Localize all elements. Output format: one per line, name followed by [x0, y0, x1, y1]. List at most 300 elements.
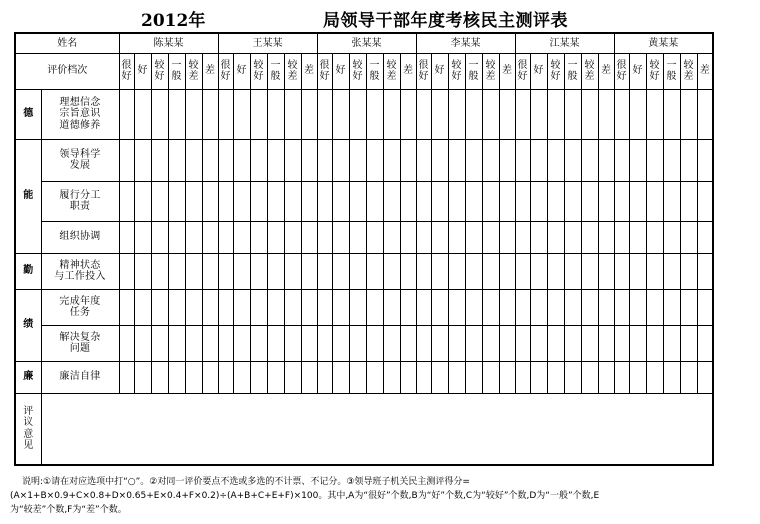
- rating-cell[interactable]: [284, 181, 301, 221]
- rating-cell[interactable]: [448, 89, 465, 139]
- rating-cell[interactable]: [547, 89, 564, 139]
- rating-cell[interactable]: [151, 361, 168, 393]
- review-comments-field[interactable]: [41, 393, 713, 465]
- rating-cell[interactable]: [185, 181, 202, 221]
- rating-cell[interactable]: [119, 181, 134, 221]
- rating-cell[interactable]: [119, 253, 134, 289]
- rating-cell[interactable]: [400, 89, 416, 139]
- rating-cell[interactable]: [284, 289, 301, 325]
- rating-cell[interactable]: [218, 361, 233, 393]
- rating-cell[interactable]: [547, 181, 564, 221]
- rating-cell[interactable]: [366, 181, 383, 221]
- rating-cell[interactable]: [119, 221, 134, 253]
- rating-cell[interactable]: [663, 289, 680, 325]
- rating-cell[interactable]: [233, 181, 250, 221]
- rating-cell[interactable]: [448, 253, 465, 289]
- rating-cell[interactable]: [317, 325, 332, 361]
- grade-header: 评价档次: [15, 53, 119, 89]
- rating-cell[interactable]: [202, 253, 218, 289]
- rating-cell[interactable]: [202, 361, 218, 393]
- rating-cell[interactable]: [218, 289, 233, 325]
- rating-cell[interactable]: [250, 181, 267, 221]
- rating-cell[interactable]: [663, 89, 680, 139]
- rating-cell[interactable]: [202, 181, 218, 221]
- rating-cell[interactable]: [301, 325, 317, 361]
- rating-cell[interactable]: [697, 89, 713, 139]
- rating-cell[interactable]: [547, 325, 564, 361]
- rating-cell[interactable]: [564, 325, 581, 361]
- rating-cell[interactable]: [663, 253, 680, 289]
- rating-cell[interactable]: [284, 253, 301, 289]
- rating-cell[interactable]: [465, 289, 482, 325]
- rating-cell[interactable]: [416, 89, 431, 139]
- rating-cell[interactable]: [218, 325, 233, 361]
- rating-cell[interactable]: [119, 325, 134, 361]
- rating-cell[interactable]: [448, 181, 465, 221]
- rating-cell[interactable]: [366, 221, 383, 253]
- rating-cell[interactable]: [530, 253, 547, 289]
- rating-cell[interactable]: [646, 139, 663, 181]
- rating-cell[interactable]: [400, 253, 416, 289]
- rating-cell[interactable]: [366, 361, 383, 393]
- rating-cell[interactable]: [598, 89, 614, 139]
- rating-cell[interactable]: [119, 361, 134, 393]
- rating-cell[interactable]: [465, 221, 482, 253]
- rating-cell[interactable]: [499, 325, 515, 361]
- rating-cell[interactable]: [151, 181, 168, 221]
- rating-cell[interactable]: [564, 139, 581, 181]
- rating-cell[interactable]: [680, 89, 697, 139]
- rating-cell[interactable]: [168, 221, 185, 253]
- rating-cell[interactable]: [581, 89, 598, 139]
- rating-cell[interactable]: [416, 139, 431, 181]
- rating-cell[interactable]: [431, 361, 448, 393]
- rating-cell[interactable]: [332, 139, 349, 181]
- rating-cell[interactable]: [581, 253, 598, 289]
- rating-cell[interactable]: [250, 289, 267, 325]
- rating-cell[interactable]: [383, 325, 400, 361]
- criteria-item-line: 履行分工: [59, 189, 101, 201]
- grade-label: 很 好: [218, 53, 233, 89]
- rating-cell[interactable]: [482, 181, 499, 221]
- rating-cell[interactable]: [301, 89, 317, 139]
- rating-cell[interactable]: [119, 289, 134, 325]
- rating-cell[interactable]: [598, 289, 614, 325]
- rating-cell[interactable]: [250, 361, 267, 393]
- rating-cell[interactable]: [218, 221, 233, 253]
- rating-cell[interactable]: [151, 325, 168, 361]
- rating-cell[interactable]: [301, 289, 317, 325]
- rating-cell[interactable]: [185, 221, 202, 253]
- rating-cell[interactable]: [547, 289, 564, 325]
- criteria-item: [41, 361, 119, 393]
- rating-cell[interactable]: [663, 181, 680, 221]
- rating-cell[interactable]: [598, 221, 614, 253]
- rating-cell[interactable]: [134, 361, 151, 393]
- rating-cell[interactable]: [530, 89, 547, 139]
- rating-cell[interactable]: [301, 221, 317, 253]
- rating-cell[interactable]: [218, 89, 233, 139]
- rating-cell[interactable]: [680, 361, 697, 393]
- rating-cell[interactable]: [284, 325, 301, 361]
- rating-cell[interactable]: [301, 181, 317, 221]
- rating-cell[interactable]: [134, 253, 151, 289]
- rating-cell[interactable]: [383, 221, 400, 253]
- rating-cell[interactable]: [448, 361, 465, 393]
- rating-cell[interactable]: [134, 89, 151, 139]
- rating-cell[interactable]: [431, 289, 448, 325]
- rating-cell[interactable]: [547, 221, 564, 253]
- rating-cell[interactable]: [515, 289, 530, 325]
- rating-cell[interactable]: [482, 253, 499, 289]
- rating-cell[interactable]: [530, 289, 547, 325]
- rating-cell[interactable]: [697, 325, 713, 361]
- rating-cell[interactable]: [400, 139, 416, 181]
- rating-cell[interactable]: [317, 253, 332, 289]
- rating-cell[interactable]: [482, 221, 499, 253]
- rating-cell[interactable]: [284, 89, 301, 139]
- rating-cell[interactable]: [168, 181, 185, 221]
- rating-cell[interactable]: [383, 139, 400, 181]
- rating-cell[interactable]: [465, 181, 482, 221]
- rating-cell[interactable]: [431, 221, 448, 253]
- rating-cell[interactable]: [581, 181, 598, 221]
- rating-cell[interactable]: [680, 289, 697, 325]
- rating-cell[interactable]: [301, 253, 317, 289]
- rating-cell[interactable]: [416, 181, 431, 221]
- rating-cell[interactable]: [663, 221, 680, 253]
- rating-cell[interactable]: [400, 181, 416, 221]
- rating-cell[interactable]: [332, 181, 349, 221]
- rating-cell[interactable]: [267, 89, 284, 139]
- rating-cell[interactable]: [383, 89, 400, 139]
- rating-cell[interactable]: [202, 139, 218, 181]
- rating-cell[interactable]: [185, 361, 202, 393]
- criteria-item-line: 与工作投入: [54, 271, 106, 282]
- rating-cell[interactable]: [366, 289, 383, 325]
- rating-cell[interactable]: [448, 289, 465, 325]
- rating-cell[interactable]: [499, 253, 515, 289]
- rating-cell[interactable]: [646, 181, 663, 221]
- rating-cell[interactable]: [233, 89, 250, 139]
- rating-cell[interactable]: [168, 89, 185, 139]
- rating-cell[interactable]: [629, 181, 646, 221]
- rating-cell[interactable]: [317, 181, 332, 221]
- rating-cell[interactable]: [332, 289, 349, 325]
- rating-cell[interactable]: [499, 181, 515, 221]
- rating-cell[interactable]: [564, 253, 581, 289]
- rating-cell[interactable]: [564, 361, 581, 393]
- rating-cell[interactable]: [366, 139, 383, 181]
- rating-cell[interactable]: [250, 253, 267, 289]
- grade-label: 差: [400, 53, 416, 89]
- rating-cell[interactable]: [530, 139, 547, 181]
- rating-cell[interactable]: [680, 139, 697, 181]
- rating-cell[interactable]: [134, 289, 151, 325]
- rating-cell[interactable]: [697, 181, 713, 221]
- rating-cell[interactable]: [383, 289, 400, 325]
- rating-cell[interactable]: [598, 325, 614, 361]
- rating-cell[interactable]: [332, 361, 349, 393]
- rating-cell[interactable]: [134, 181, 151, 221]
- rating-cell[interactable]: [614, 139, 629, 181]
- rating-cell[interactable]: [383, 181, 400, 221]
- rating-cell[interactable]: [515, 181, 530, 221]
- rating-cell[interactable]: [697, 253, 713, 289]
- rating-cell[interactable]: [332, 253, 349, 289]
- rating-cell[interactable]: [317, 221, 332, 253]
- rating-cell[interactable]: [465, 361, 482, 393]
- rating-cell[interactable]: [233, 139, 250, 181]
- rating-cell[interactable]: [383, 253, 400, 289]
- rating-cell[interactable]: [598, 139, 614, 181]
- rating-cell[interactable]: [168, 361, 185, 393]
- criteria-item-line: 道德修养: [59, 119, 101, 131]
- rating-cell[interactable]: [629, 361, 646, 393]
- rating-cell[interactable]: [697, 139, 713, 181]
- rating-cell[interactable]: [515, 89, 530, 139]
- rating-cell[interactable]: [680, 325, 697, 361]
- rating-cell[interactable]: [267, 181, 284, 221]
- rating-cell[interactable]: [646, 89, 663, 139]
- rating-cell[interactable]: [598, 181, 614, 221]
- rating-cell[interactable]: [267, 139, 284, 181]
- rating-cell[interactable]: [431, 89, 448, 139]
- rating-cell[interactable]: [416, 253, 431, 289]
- rating-cell[interactable]: [119, 139, 134, 181]
- rating-cell[interactable]: [218, 181, 233, 221]
- rating-cell[interactable]: [598, 361, 614, 393]
- criteria-item-line: 廉洁自律: [59, 371, 101, 383]
- rating-cell[interactable]: [465, 253, 482, 289]
- rating-cell[interactable]: [646, 221, 663, 253]
- rating-cell[interactable]: [564, 289, 581, 325]
- rating-cell[interactable]: [629, 139, 646, 181]
- rating-cell[interactable]: [431, 181, 448, 221]
- rating-cell[interactable]: [629, 89, 646, 139]
- rating-cell[interactable]: [547, 253, 564, 289]
- rating-cell[interactable]: [482, 361, 499, 393]
- rating-cell[interactable]: [332, 325, 349, 361]
- rating-cell[interactable]: [680, 221, 697, 253]
- rating-cell[interactable]: [301, 361, 317, 393]
- rating-cell[interactable]: [646, 325, 663, 361]
- rating-cell[interactable]: [349, 325, 366, 361]
- rating-cell[interactable]: [629, 289, 646, 325]
- rating-cell[interactable]: [317, 89, 332, 139]
- rating-cell[interactable]: [151, 221, 168, 253]
- rating-cell[interactable]: [629, 325, 646, 361]
- rating-cell[interactable]: [564, 89, 581, 139]
- rating-cell[interactable]: [564, 181, 581, 221]
- rating-cell[interactable]: [185, 139, 202, 181]
- rating-cell[interactable]: [646, 253, 663, 289]
- rating-cell[interactable]: [317, 361, 332, 393]
- rating-cell[interactable]: [267, 325, 284, 361]
- rating-cell[interactable]: [416, 361, 431, 393]
- rating-cell[interactable]: [168, 325, 185, 361]
- rating-cell[interactable]: [530, 361, 547, 393]
- rating-cell[interactable]: [614, 221, 629, 253]
- rating-cell[interactable]: [267, 221, 284, 253]
- rating-cell[interactable]: [530, 181, 547, 221]
- rating-cell[interactable]: [185, 253, 202, 289]
- rating-cell[interactable]: [564, 221, 581, 253]
- rating-cell[interactable]: [547, 361, 564, 393]
- rating-cell[interactable]: [284, 221, 301, 253]
- rating-cell[interactable]: [233, 361, 250, 393]
- rating-cell[interactable]: [530, 221, 547, 253]
- rating-cell[interactable]: [284, 139, 301, 181]
- rating-cell[interactable]: [349, 89, 366, 139]
- rating-cell[interactable]: [515, 325, 530, 361]
- rating-cell[interactable]: [416, 221, 431, 253]
- rating-cell[interactable]: [547, 139, 564, 181]
- person-name: 江某某: [515, 33, 614, 53]
- rating-cell[interactable]: [448, 325, 465, 361]
- rating-cell[interactable]: [629, 221, 646, 253]
- rating-cell[interactable]: [629, 253, 646, 289]
- rating-cell[interactable]: [499, 361, 515, 393]
- rating-cell[interactable]: [482, 289, 499, 325]
- rating-cell[interactable]: [383, 361, 400, 393]
- rating-cell[interactable]: [202, 89, 218, 139]
- rating-cell[interactable]: [119, 89, 134, 139]
- rating-cell[interactable]: [499, 139, 515, 181]
- rating-cell[interactable]: [448, 221, 465, 253]
- rating-cell[interactable]: [202, 289, 218, 325]
- rating-cell[interactable]: [349, 181, 366, 221]
- rating-cell[interactable]: [515, 253, 530, 289]
- rating-cell[interactable]: [614, 253, 629, 289]
- rating-cell[interactable]: [400, 289, 416, 325]
- rating-cell[interactable]: [448, 139, 465, 181]
- rating-cell[interactable]: [400, 325, 416, 361]
- rating-cell[interactable]: [151, 139, 168, 181]
- rating-cell[interactable]: [185, 325, 202, 361]
- rating-cell[interactable]: [267, 253, 284, 289]
- rating-cell[interactable]: [168, 253, 185, 289]
- rating-cell[interactable]: [581, 325, 598, 361]
- rating-cell[interactable]: [218, 253, 233, 289]
- rating-cell[interactable]: [482, 89, 499, 139]
- rating-cell[interactable]: [431, 253, 448, 289]
- rating-cell[interactable]: [499, 221, 515, 253]
- rating-cell[interactable]: [250, 325, 267, 361]
- rating-cell[interactable]: [366, 253, 383, 289]
- rating-cell[interactable]: [663, 361, 680, 393]
- rating-cell[interactable]: [317, 289, 332, 325]
- rating-cell[interactable]: [366, 325, 383, 361]
- rating-cell[interactable]: [332, 89, 349, 139]
- rating-cell[interactable]: [250, 221, 267, 253]
- rating-cell[interactable]: [581, 139, 598, 181]
- rating-cell[interactable]: [185, 289, 202, 325]
- rating-cell[interactable]: [499, 289, 515, 325]
- rating-cell[interactable]: [646, 361, 663, 393]
- rating-cell[interactable]: [366, 89, 383, 139]
- rating-cell[interactable]: [697, 221, 713, 253]
- rating-cell[interactable]: [465, 325, 482, 361]
- rating-cell[interactable]: [218, 139, 233, 181]
- rating-cell[interactable]: [134, 139, 151, 181]
- rating-cell[interactable]: [349, 253, 366, 289]
- rating-cell[interactable]: [482, 139, 499, 181]
- notes-line-2: (A×1+B×0.9+C×0.8+D×0.65+E×0.4+F×0.2)÷(A+B+C+E+F)×100。其中,A为“很好”个数,B为“好”个数,C为“较好”个数,D为“一般”个数,E: [10, 491, 600, 501]
- rating-cell[interactable]: [465, 139, 482, 181]
- rating-cell[interactable]: [250, 139, 267, 181]
- rating-cell[interactable]: [202, 221, 218, 253]
- rating-cell[interactable]: [168, 289, 185, 325]
- rating-cell[interactable]: [233, 253, 250, 289]
- rating-cell[interactable]: [581, 289, 598, 325]
- rating-cell[interactable]: [400, 361, 416, 393]
- rating-cell[interactable]: [697, 289, 713, 325]
- rating-cell[interactable]: [515, 221, 530, 253]
- rating-cell[interactable]: [233, 289, 250, 325]
- rating-cell[interactable]: [349, 221, 366, 253]
- rating-cell[interactable]: [349, 361, 366, 393]
- rating-cell[interactable]: [530, 325, 547, 361]
- rating-cell[interactable]: [233, 221, 250, 253]
- rating-cell[interactable]: [598, 253, 614, 289]
- rating-cell[interactable]: [168, 139, 185, 181]
- rating-cell[interactable]: [482, 325, 499, 361]
- rating-cell[interactable]: [663, 139, 680, 181]
- rating-cell[interactable]: [646, 289, 663, 325]
- rating-cell[interactable]: [151, 89, 168, 139]
- rating-cell[interactable]: [284, 361, 301, 393]
- rating-cell[interactable]: [680, 253, 697, 289]
- rating-cell[interactable]: [134, 221, 151, 253]
- rating-cell[interactable]: [250, 89, 267, 139]
- rating-cell[interactable]: [400, 221, 416, 253]
- rating-cell[interactable]: [614, 361, 629, 393]
- rating-cell[interactable]: [349, 139, 366, 181]
- rating-cell[interactable]: [317, 139, 332, 181]
- rating-cell[interactable]: [465, 89, 482, 139]
- rating-cell[interactable]: [614, 89, 629, 139]
- rating-cell[interactable]: [515, 361, 530, 393]
- rating-cell[interactable]: [349, 289, 366, 325]
- rating-cell[interactable]: [614, 289, 629, 325]
- rating-cell[interactable]: [267, 361, 284, 393]
- rating-cell[interactable]: [416, 325, 431, 361]
- rating-cell[interactable]: [581, 361, 598, 393]
- rating-cell[interactable]: [151, 253, 168, 289]
- rating-cell[interactable]: [614, 181, 629, 221]
- rating-cell[interactable]: [202, 325, 218, 361]
- criteria-category: 勤: [15, 253, 41, 289]
- rating-cell[interactable]: [185, 89, 202, 139]
- rating-cell[interactable]: [267, 289, 284, 325]
- rating-cell[interactable]: [581, 221, 598, 253]
- rating-cell[interactable]: [663, 325, 680, 361]
- rating-cell[interactable]: [332, 221, 349, 253]
- rating-cell[interactable]: [431, 325, 448, 361]
- rating-cell[interactable]: [614, 325, 629, 361]
- rating-cell[interactable]: [233, 325, 250, 361]
- rating-cell[interactable]: [515, 139, 530, 181]
- rating-cell[interactable]: [680, 181, 697, 221]
- rating-cell[interactable]: [151, 289, 168, 325]
- rating-cell[interactable]: [416, 289, 431, 325]
- rating-cell[interactable]: [499, 89, 515, 139]
- rating-cell[interactable]: [697, 361, 713, 393]
- rating-cell[interactable]: [431, 139, 448, 181]
- rating-cell[interactable]: [134, 325, 151, 361]
- rating-cell[interactable]: [301, 139, 317, 181]
